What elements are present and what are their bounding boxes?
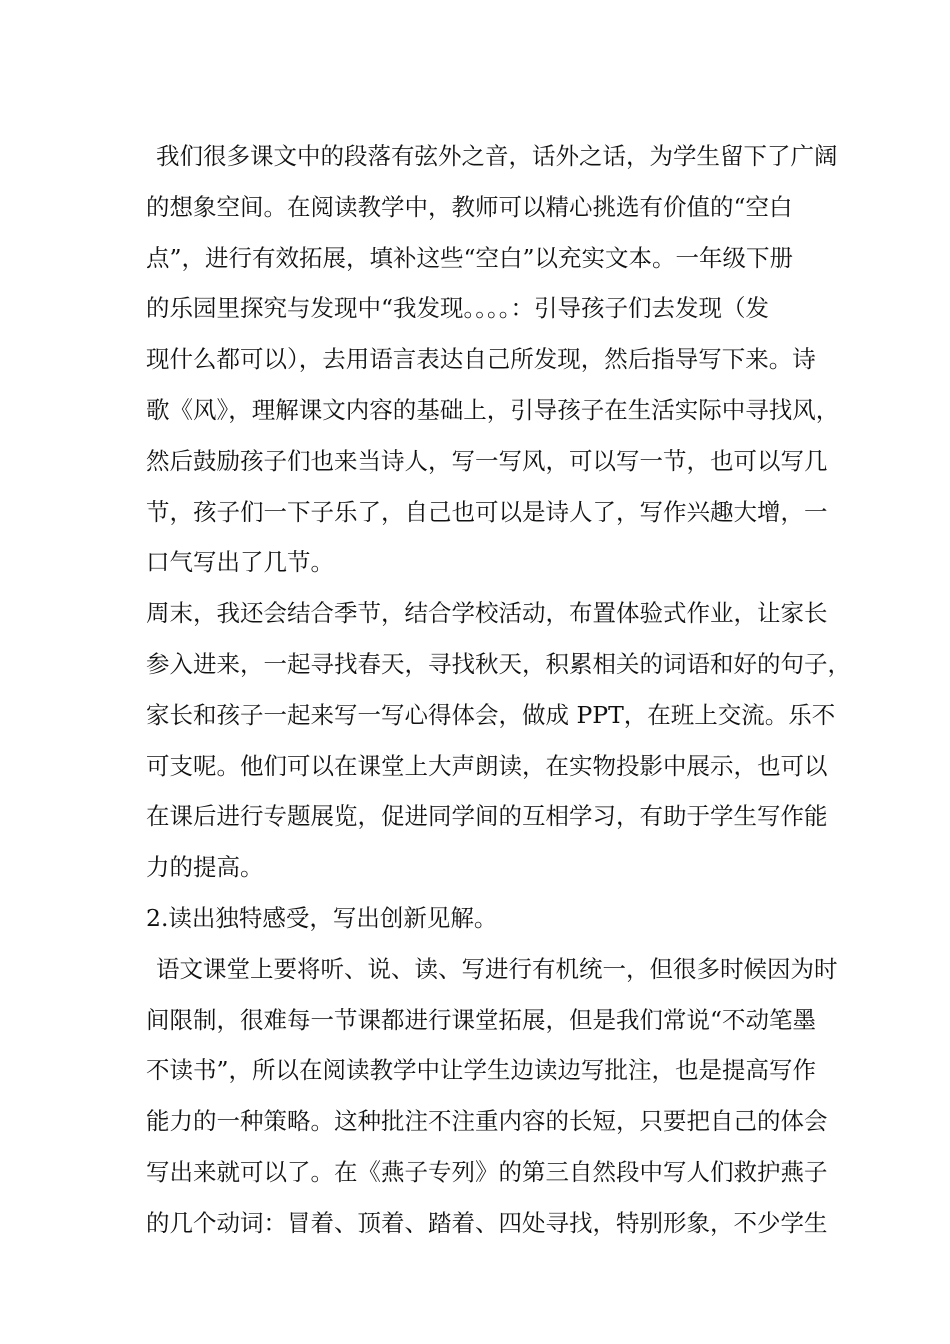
text-line: 现什么都可以），去用语言表达自己所发现，然后指导写下来。诗 (146, 345, 816, 374)
text-line: 能力的一种策略。这种批注不注重内容的长短，只要把自己的体会 (146, 1107, 828, 1136)
text-line: 在课后进行专题展览，促进同学间的互相学习，有助于学生写作能 (146, 802, 828, 831)
text-line: 节，孩子们一下子乐了，自己也可以是诗人了，写作兴趣大增，一 (146, 497, 828, 526)
text-line: 语文课堂上要将听、说、读、写进行有机统一，但很多时候因为时 (156, 954, 838, 983)
text-line: 的乐园里探究与发现中“我发现。。。。：引导孩子们去发现（发 (146, 294, 770, 323)
text-line: 然后鼓励孩子们也来当诗人，写一写风，可以写一节，也可以写几 (146, 446, 828, 475)
body-text (146, 131, 851, 1249)
text-line: 不读书”，所以在阅读教学中让学生边读边写批注，也是提高写作 (146, 1056, 817, 1085)
text-line: 歌《风》，理解课文内容的基础上，引导孩子在生活实际中寻找风， (146, 395, 840, 424)
section-heading: 2.读出独特感受，写出创新见解。 (146, 903, 498, 932)
text-line: 可支呢。他们可以在课堂上大声朗读，在实物投影中展示，也可以 (146, 751, 828, 780)
text-line: 周末，我还会结合季节，结合学校活动，布置体验式作业，让家长 (146, 599, 828, 628)
text-line: 间限制，很难每一节课都进行课堂拓展，但是我们常说“不动笔墨 (146, 1005, 817, 1034)
text-line: 口气写出了几节。 (146, 548, 334, 577)
text-line: 的想象空间。在阅读教学中，教师可以精心挑选有价值的“空白 (146, 192, 793, 221)
text-line: 我们很多课文中的段落有弦外之音，话外之话，为学生留下了广阔 (156, 142, 838, 170)
text-line: 点”，进行有效拓展，填补这些“空白”以充实文本。一年级下册 (146, 243, 794, 272)
text-line: 参入进来，一起寻找春天，寻找秋天，积累相关的词语和好的句子， (146, 649, 851, 678)
text-line: 写出来就可以了。在《燕子专列》的第三自然段中写人们救护燕子 (146, 1157, 828, 1186)
text-line: 力的提高。 (146, 853, 264, 882)
text-line: 家长和孩子一起来写一写心得体会，做成 PPT，在班上交流。乐不 (146, 700, 836, 729)
text-line: 的几个动词：冒着、顶着、踏着、四处寻找，特别形象，不少学生 (146, 1208, 828, 1237)
